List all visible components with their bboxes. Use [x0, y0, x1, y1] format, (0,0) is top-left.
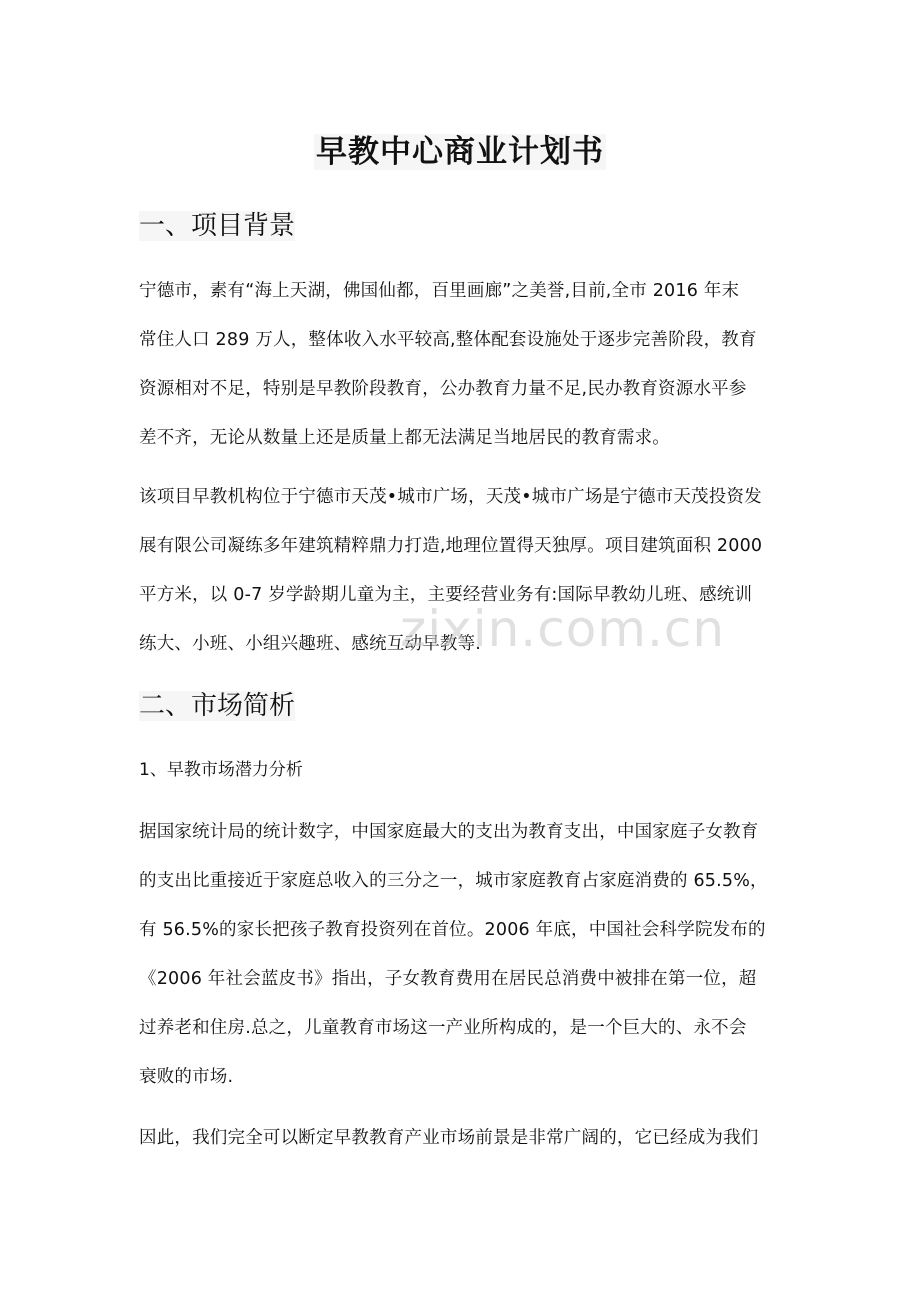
- paragraph-line: 平方米，以 0-7 岁学龄期儿童为主，主要经营业务有:国际早教幼儿班、感统训: [139, 585, 753, 605]
- section-heading-market: [139, 688, 295, 724]
- paragraph-line: 差不齐，无论从数量上还是质量上都无法满足当地居民的教育需求。: [139, 428, 670, 448]
- paragraph-market-2: [139, 1114, 789, 1163]
- paragraph-line: 宁德市，素有“海上天湖，佛国仙都，百里画廊”之美誉,目前,全市 2016 年末: [139, 281, 740, 301]
- paragraph-line: 资源相对不足，特别是早教阶段教育，公办教育力量不足,民办教育资源水平参: [139, 379, 747, 399]
- paragraph-line: 常住人口 289 万人，整体收入水平较高,整体配套设施处于逐步完善阶段，教育: [139, 330, 757, 350]
- paragraph-line: 该项目早教机构位于宁德市天茂•城市广场，天茂•城市广场是宁德市天茂投资发: [139, 487, 762, 507]
- paragraph-background-1: [139, 267, 789, 463]
- paragraph-line: 过养老和住房.总之，儿童教育市场这一产业所构成的，是一个巨大的、永不会: [139, 1018, 747, 1038]
- paragraph-line: 练大、小班、小组兴趣班、感统互动早教等.: [139, 634, 482, 654]
- section-heading-background: [139, 208, 295, 244]
- section-heading-text: 一、项目背景: [139, 211, 296, 241]
- document-title: [0, 130, 920, 174]
- paragraph-line: 衰败的市场.: [139, 1067, 234, 1087]
- paragraph-line: 有 56.5%的家长把孩子教育投资列在首位。2006 年底，中国社会科学院发布的: [139, 920, 766, 940]
- paragraph-market-1: [139, 808, 789, 1102]
- subsection-heading-potential: 1、早教市场潜力分析: [139, 760, 303, 780]
- paragraph-line: 展有限公司凝练多年建筑精粹鼎力打造,地理位置得天独厚。项目建筑面积 2000: [139, 536, 763, 556]
- watermark: zixin.com.cn: [400, 600, 726, 658]
- section-heading-text: 二、市场简析: [139, 691, 296, 721]
- paragraph-line: 据国家统计局的统计数字，中国家庭最大的支出为教育支出，中国家庭子女教育: [139, 822, 759, 842]
- paragraph-line: 的支出比重接近于家庭总收入的三分之一，城市家庭教育占家庭消费的 65.5%，: [139, 871, 768, 891]
- document-title-text: 早教中心商业计划书: [316, 134, 604, 170]
- paragraph-line: 因此，我们完全可以断定早教教育产业市场前景是非常广阔的，它已经成为我们: [139, 1128, 759, 1148]
- paragraph-line: 《2006 年社会蓝皮书》指出，子女教育费用在居民总消费中被排在第一位，超: [139, 969, 757, 989]
